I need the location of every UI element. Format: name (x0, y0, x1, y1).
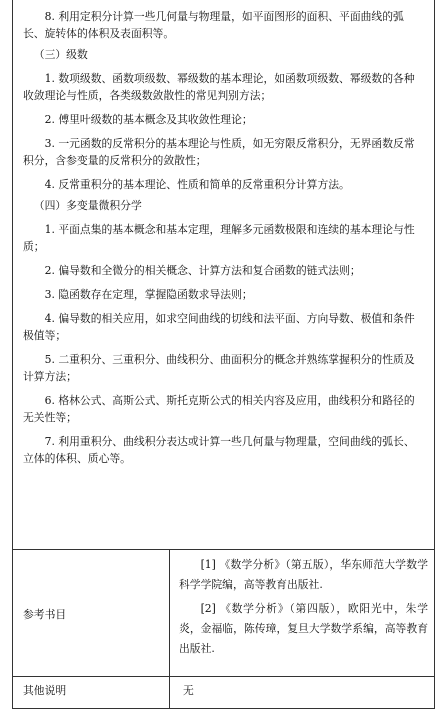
other-notes-label: 其他说明 (23, 684, 67, 697)
paragraph-item-multi-1: 1. 平面点集的基本概念和基本定理，理解多元函数极限和连续的基本理论与性质； (23, 223, 415, 253)
column-divider (169, 549, 170, 708)
section-heading-multivariable: （四）多变量微积分学 (33, 199, 142, 212)
content-cell (13, 0, 434, 549)
paragraph-item-multi-7: 7. 利用重积分、曲线积分表达或计算一些几何量与物理量，空间曲线的弧长、立体的体积、质心等。 (23, 435, 415, 465)
references-label: 参考书目 (23, 608, 67, 621)
other-notes-value: 无 (183, 684, 194, 697)
row-divider-references (13, 549, 434, 550)
paragraph-item-multi-3: 3. 隐函数存在定理，掌握隐函数求导法则； (44, 288, 253, 301)
paragraph-item-series-3: 3. 一元函数的反常积分的基本理论与性质，如无穷限反常积分，无界函数反常积分，含参变量的反常积分的敛散性； (23, 137, 415, 167)
paragraph-item-series-1: 1. 数项级数、函数项级数、幂级数的基本理论，如函数项级数、幂级数的各种收敛理论与性质，各类级数敛散性的常见判别方法； (23, 72, 415, 102)
paragraph-item-multi-6: 6. 格林公式、高斯公式、斯托克斯公式的相关内容及应用，曲线积分和路径的无关性等； (23, 394, 415, 424)
section-heading-series: （三）级数 (33, 48, 88, 61)
paragraph-item-multi-2: 2. 偏导数和全微分的相关概念、计算方法和复合函数的链式法则； (44, 264, 361, 277)
row-divider-other (13, 676, 434, 677)
paragraph-item-multi-4: 4. 偏导数的相关应用，如求空间曲线的切线和法平面、方向导数、极值和条件极值等； (23, 312, 415, 342)
syllabus-table (12, 0, 435, 709)
reference-item-1: [1] 《数学分析》（第五版），华东师范大学数学科学学院编，高等教育出版社. (179, 558, 428, 591)
references-cell (179, 555, 428, 659)
paragraph-item-series-2: 2. 傅里叶级数的基本概念及其收敛性理论； (44, 113, 253, 126)
paragraph-item-series-4: 4. 反常重积分的基本理论、性质和简单的反常重积分计算方法。 (44, 178, 350, 191)
paragraph-item-multi-5: 5. 二重积分、三重积分、曲线积分、曲面积分的概念并熟练掌握积分的性质及计算方法； (23, 353, 415, 383)
paragraph-item-8: 8. 利用定积分计算一些几何量与物理量，如平面图形的面积、平面曲线的弧长、旋转体的体积及表面积等。 (23, 10, 404, 40)
reference-item-2: [2] 《数学分析》（第四版），欧阳光中，朱学炎，金福临，陈传璋，复旦大学数学系编，高等教育出版社. (179, 602, 428, 655)
